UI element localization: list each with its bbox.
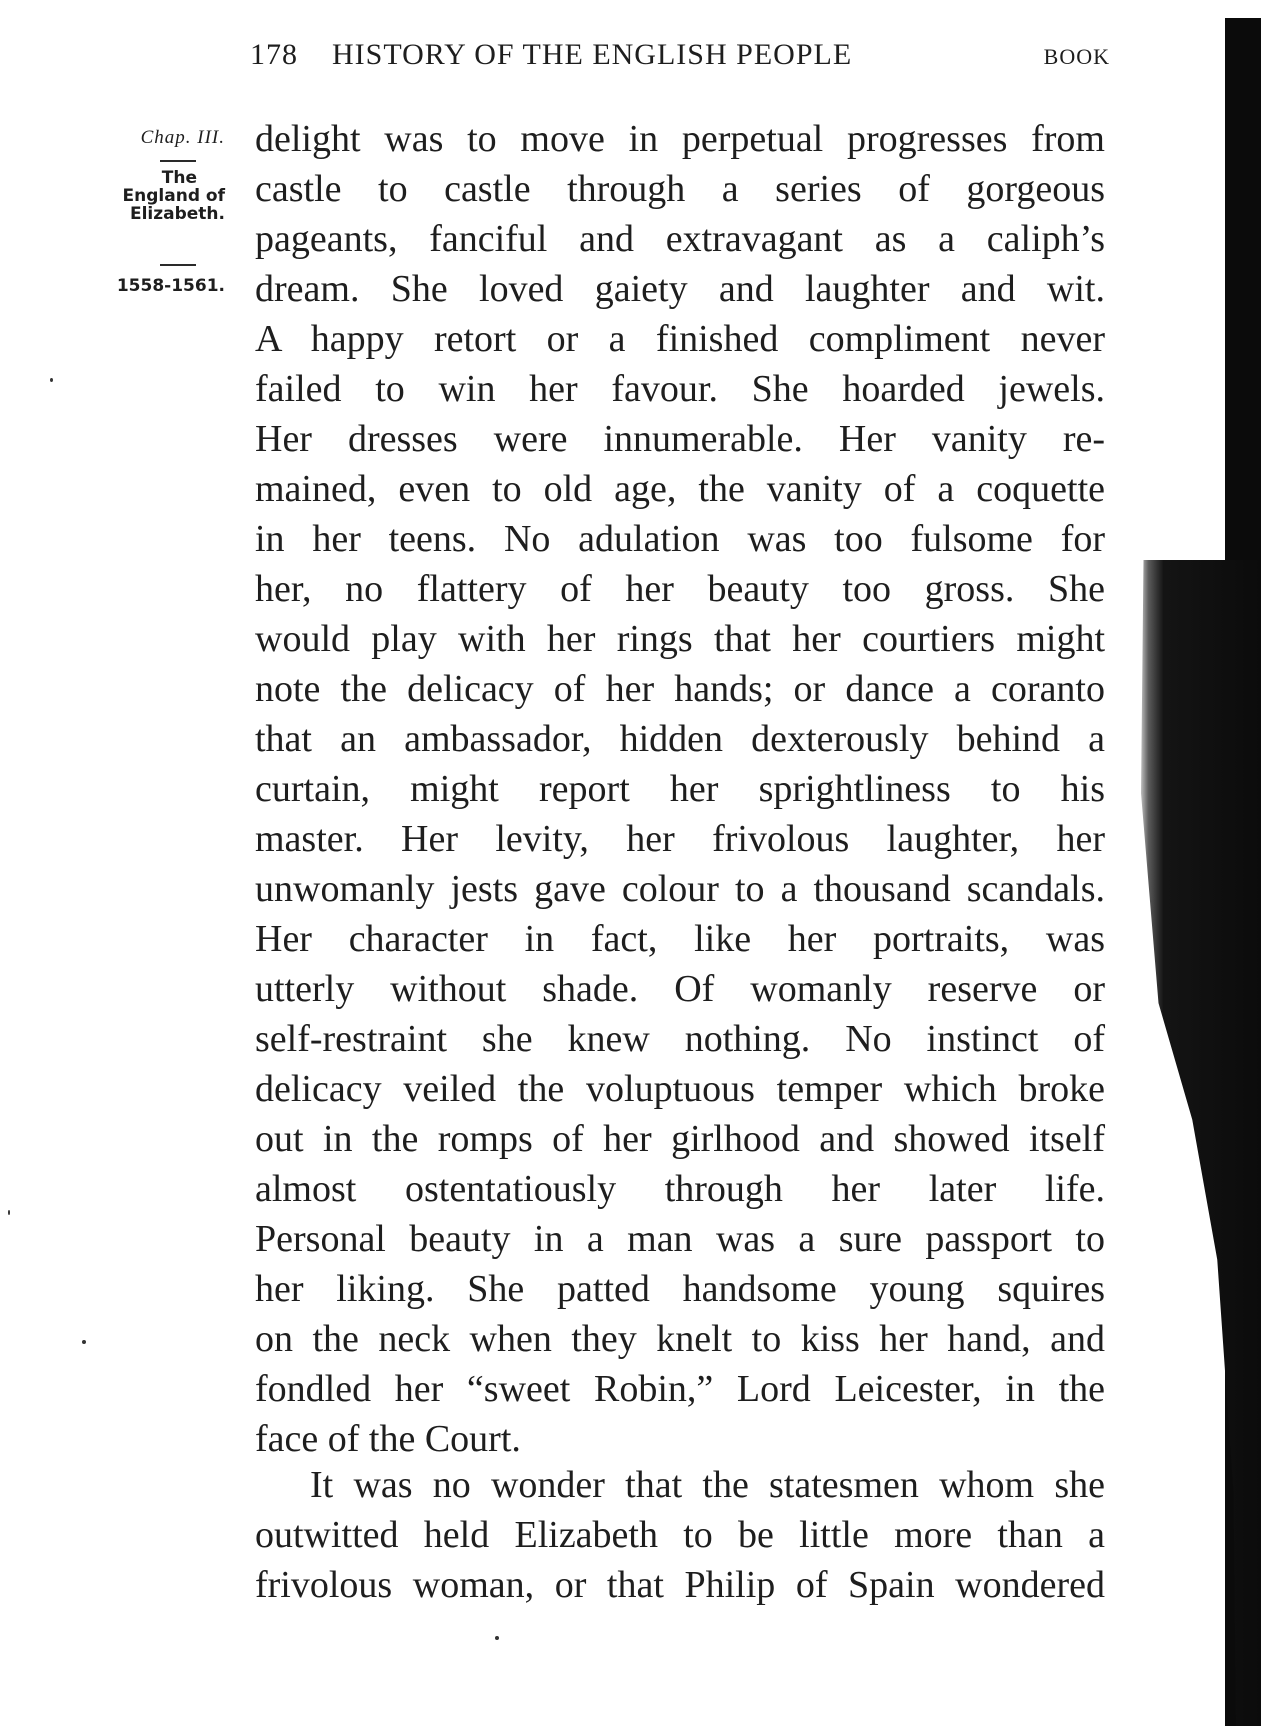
- page-number: 178: [250, 38, 298, 71]
- margin-divider: [160, 160, 196, 162]
- scan-speck: [495, 1636, 499, 1640]
- scan-speck: [82, 1340, 86, 1344]
- text-line: on the neck when they knelt to kiss her hand, and: [255, 1318, 1105, 1360]
- text-line: unwomanly jests gave colour to a thousand scandals.: [255, 868, 1105, 910]
- text-line: A happy retort or a finished compliment never: [255, 318, 1105, 360]
- text-line: frivolous woman, or that Philip of Spain wondered: [255, 1564, 1105, 1606]
- text-line: Her character in fact, like her portraits, was: [255, 918, 1105, 960]
- text-line: utterly without shade. Of womanly reserve or: [255, 968, 1105, 1010]
- paragraph: [255, 1460, 1105, 1610]
- book-label: BOOK: [1043, 44, 1110, 69]
- margin-years: 1558-1561.: [116, 276, 225, 296]
- text-line: self-restraint she knew nothing. No instinct of: [255, 1018, 1105, 1060]
- text-line: face of the Court.: [255, 1418, 521, 1460]
- text-line: mained, even to old age, the vanity of a coquette: [255, 468, 1105, 510]
- margin-chapter-label: Chap. III.: [140, 127, 225, 148]
- text-line: out in the romps of her girlhood and showed itself: [255, 1118, 1105, 1160]
- scan-speck: [50, 378, 53, 382]
- text-line: almost ostentatiously through her later life.: [255, 1168, 1105, 1210]
- text-line: her, no flattery of her beauty too gross. She: [255, 568, 1105, 610]
- paragraph: [255, 114, 1105, 1464]
- text-line: outwitted held Elizabeth to be little more than a: [255, 1514, 1105, 1556]
- margin-topic-line: The: [161, 168, 197, 188]
- margin-topic: [95, 170, 225, 224]
- text-line: note the delicacy of her hands; or dance a coranto: [255, 668, 1105, 710]
- text-line: It was no wonder that the statesmen whom she: [310, 1464, 1105, 1506]
- margin-topic-line: England of: [122, 185, 225, 206]
- text-line: Personal beauty in a man was a sure passport to: [255, 1218, 1105, 1260]
- text-line: pageants, fanciful and extravagant as a caliph’s: [255, 218, 1105, 260]
- text-line: would play with her rings that her courtiers might: [255, 618, 1105, 660]
- text-line: master. Her levity, her frivolous laughter, her: [255, 818, 1105, 860]
- scan-edge-shadow-curve: [1136, 560, 1261, 1726]
- text-line: failed to win her favour. She hoarded jewels.: [255, 368, 1105, 410]
- margin-topic-line: Elizabeth.: [129, 203, 225, 224]
- margin-divider: [160, 264, 196, 266]
- text-line: dream. She loved gaiety and laughter and wit.: [255, 268, 1105, 310]
- text-line: delight was to move in perpetual progresses from: [255, 118, 1105, 160]
- text-line: her liking. She patted handsome young squires: [255, 1268, 1105, 1310]
- text-line: that an ambassador, hidden dexterously behind a: [255, 718, 1105, 760]
- text-line: in her teens. No adulation was too fulsome for: [255, 518, 1105, 560]
- text-line: castle to castle through a series of gorgeous: [255, 168, 1105, 210]
- running-head: [250, 38, 1110, 78]
- text-line: curtain, might report her sprightliness to his: [255, 768, 1105, 810]
- page-title: HISTORY OF THE ENGLISH PEOPLE: [332, 38, 853, 71]
- scan-speck: [8, 1210, 10, 1215]
- text-line: Her dresses were innumerable. Her vanity re-: [255, 418, 1105, 460]
- text-line: fondled her “sweet Robin,” Lord Leicester, in the: [255, 1368, 1105, 1410]
- text-line: delicacy veiled the voluptuous temper which broke: [255, 1068, 1105, 1110]
